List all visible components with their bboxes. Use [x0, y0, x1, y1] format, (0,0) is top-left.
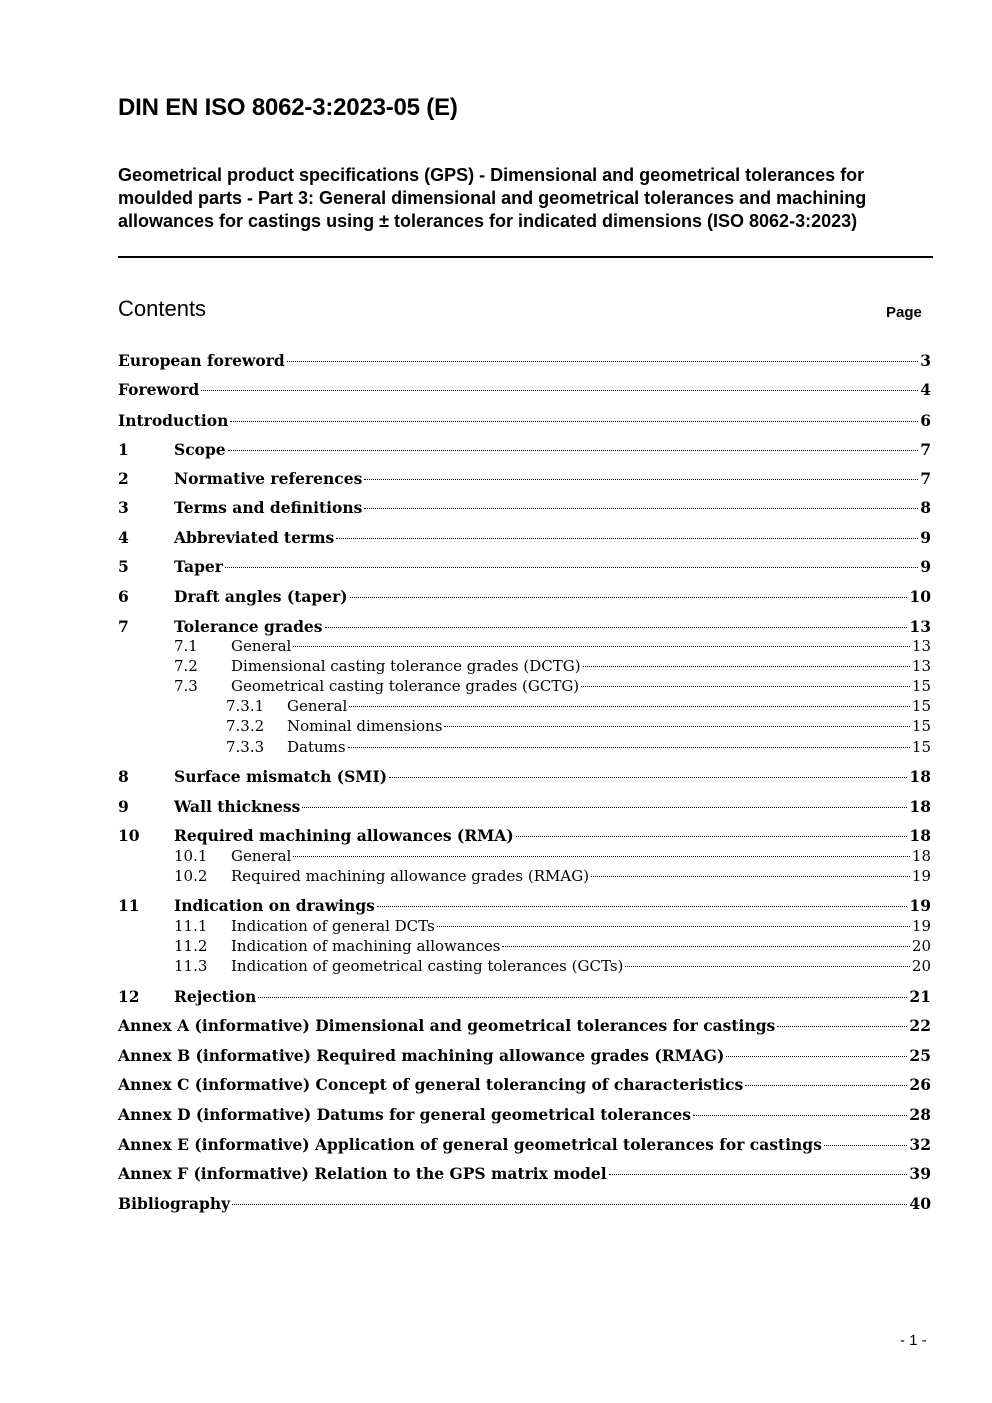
toc-dot-leader	[437, 926, 910, 927]
toc-entry-number: 3	[118, 498, 129, 517]
toc-entry-page: 8	[920, 498, 931, 517]
toc-entry-title: Normative references	[174, 469, 363, 488]
toc-entry-page: 6	[920, 411, 931, 430]
toc-entry-page: 13	[911, 637, 931, 655]
toc-entry-title: Dimensional casting tolerance grades (DCTG)	[231, 657, 581, 675]
toc-entry-title: Required machining allowances (RMA)	[174, 826, 514, 845]
toc-entry-page: 40	[909, 1194, 931, 1213]
toc-entry-page: 39	[909, 1164, 931, 1183]
toc-entry-page: 9	[920, 557, 931, 576]
document-title: DIN EN ISO 8062-3:2023-05 (E)	[118, 94, 458, 121]
toc-entry-page: 26	[909, 1075, 931, 1094]
toc-entry-page: 15	[911, 717, 931, 735]
toc-entry-title: Terms and definitions	[174, 498, 363, 517]
toc-entry[interactable]	[118, 557, 931, 579]
toc-entry[interactable]	[118, 637, 931, 657]
toc-dot-leader	[228, 450, 919, 451]
toc-entry[interactable]	[118, 498, 931, 520]
toc-entry-page: 4	[920, 380, 931, 399]
toc-dot-leader	[325, 627, 908, 628]
toc-entry-page: 15	[911, 738, 931, 756]
toc-entry[interactable]	[118, 738, 931, 758]
toc-entry[interactable]	[118, 697, 931, 717]
toc-dot-leader	[625, 966, 910, 967]
toc-dot-leader	[232, 1204, 907, 1205]
toc-entry-number: 11.3	[174, 957, 208, 975]
toc-dot-leader	[726, 1056, 907, 1057]
toc-entry[interactable]	[118, 896, 931, 918]
toc-entry-page: 13	[911, 657, 931, 675]
toc-entry-number: 7.1	[174, 637, 198, 655]
toc-entry-title: Introduction	[118, 411, 229, 430]
toc-entry-number: 10.1	[174, 847, 208, 865]
toc-dot-leader	[364, 508, 918, 509]
toc-entry-number: 10.2	[174, 867, 208, 885]
toc-entry[interactable]	[118, 677, 931, 697]
toc-entry[interactable]	[118, 657, 931, 677]
toc-entry[interactable]	[118, 587, 931, 609]
toc-entry-page: 19	[911, 917, 931, 935]
toc-dot-leader	[287, 361, 918, 362]
toc-entry[interactable]	[118, 987, 931, 1009]
toc-dot-leader	[348, 747, 910, 748]
toc-entry-title: Indication of geometrical casting tolerances (GCTs)	[231, 957, 624, 975]
toc-entry[interactable]	[118, 469, 931, 491]
toc-entry-number: 8	[118, 767, 129, 786]
toc-entry-title: European foreword	[118, 351, 285, 370]
toc-entry[interactable]	[118, 767, 931, 789]
toc-entry[interactable]	[118, 528, 931, 550]
toc-entry-title: Scope	[174, 440, 226, 459]
toc-dot-leader	[824, 1145, 908, 1146]
toc-dot-leader	[293, 646, 910, 647]
toc-entry-page: 20	[911, 957, 931, 975]
toc-dot-leader	[230, 421, 918, 422]
toc-entry-page: 25	[909, 1046, 931, 1065]
toc-entry-page: 18	[911, 847, 931, 865]
toc-dot-leader	[225, 567, 918, 568]
toc-dot-leader	[777, 1026, 907, 1027]
toc-entry-page: 7	[920, 440, 931, 459]
toc-dot-leader	[258, 997, 907, 998]
toc-entry-title: General	[231, 847, 292, 865]
toc-entry[interactable]	[118, 1105, 931, 1127]
toc-entry-title: Surface mismatch (SMI)	[174, 767, 388, 786]
toc-entry-title: Rejection	[174, 987, 257, 1006]
toc-entry-page: 15	[911, 697, 931, 715]
toc-entry-title: Indication of machining allowances	[231, 937, 501, 955]
toc-entry-page: 10	[909, 587, 931, 606]
toc-entry-title: Wall thickness	[174, 797, 301, 816]
toc-dot-leader	[516, 836, 908, 837]
toc-dot-leader	[444, 726, 910, 727]
toc-entry-title: General	[231, 637, 292, 655]
contents-heading: Contents	[118, 296, 207, 321]
toc-dot-leader	[349, 706, 910, 707]
toc-entry-number: 4	[118, 528, 129, 547]
toc-entry[interactable]	[118, 1075, 931, 1097]
toc-entry-number: 11.1	[174, 917, 208, 935]
toc-entry-title: Annex C (informative) Concept of general tolerancing of characteristics	[118, 1075, 744, 1094]
toc-entry[interactable]	[118, 797, 931, 819]
toc-entry-number: 10	[118, 826, 140, 845]
toc-entry[interactable]	[118, 380, 931, 402]
toc-entry[interactable]	[118, 917, 931, 937]
toc-dot-leader	[502, 946, 909, 947]
page-column-label: Page	[886, 304, 922, 321]
toc-entry-page: 22	[909, 1016, 931, 1035]
toc-entry-page: 28	[909, 1105, 931, 1124]
toc-entry-page: 7	[920, 469, 931, 488]
toc-entry-number: 2	[118, 469, 129, 488]
toc-entry[interactable]	[118, 1194, 931, 1216]
toc-entry[interactable]	[118, 351, 931, 373]
toc-entry-number: 7.3.1	[226, 697, 265, 715]
toc-entry[interactable]	[118, 847, 931, 867]
toc-entry-title: Indication of general DCTs	[231, 917, 435, 935]
toc-entry-title: Required machining allowance grades (RMAG)	[231, 867, 590, 885]
toc-dot-leader	[377, 906, 908, 907]
toc-entry[interactable]	[118, 440, 931, 462]
toc-entry[interactable]	[118, 1164, 931, 1186]
toc-entry-title: Tolerance grades	[174, 617, 323, 636]
toc-entry-number: 7.3	[174, 677, 198, 695]
toc-dot-leader	[745, 1085, 907, 1086]
toc-entry[interactable]	[118, 617, 931, 639]
toc-entry-title: Taper	[174, 557, 223, 576]
toc-entry-page: 18	[909, 767, 931, 786]
toc-dot-leader	[364, 479, 918, 480]
toc-entry-title: General	[287, 697, 348, 715]
toc-entry-page: 18	[909, 826, 931, 845]
toc-entry-number: 5	[118, 557, 129, 576]
toc-entry[interactable]	[118, 1016, 931, 1038]
toc-dot-leader	[581, 686, 910, 687]
toc-entry-number: 11	[118, 896, 140, 915]
toc-entry-title: Bibliography	[118, 1194, 231, 1213]
document-subtitle: Geometrical product specifications (GPS) - Dimensional and geometrical tolerances for moulded parts - Part 3: General dimensional and geometrical tolerances and machining allowances for castings using ± tolerances for indicated dimensions (ISO 8062-3:2023)	[118, 165, 867, 231]
toc-entry[interactable]	[118, 1135, 931, 1157]
toc-dot-leader	[336, 538, 918, 539]
toc-entry-number: 11.2	[174, 937, 208, 955]
toc-entry-page: 19	[911, 867, 931, 885]
toc-entry-page: 20	[911, 937, 931, 955]
toc-dot-leader	[583, 666, 910, 667]
toc-entry[interactable]	[118, 1046, 931, 1068]
toc-entry-title: Abbreviated terms	[174, 528, 335, 547]
toc-entry-title: Annex F (informative) Relation to the GPS matrix model	[118, 1164, 607, 1183]
toc-entry-number: 1	[118, 440, 129, 459]
toc-entry-title: Nominal dimensions	[287, 717, 443, 735]
toc-dot-leader	[302, 807, 907, 808]
toc-entry-number: 7.3.3	[226, 738, 265, 756]
toc-entry-title: Indication on drawings	[174, 896, 375, 915]
toc-entry-page: 3	[920, 351, 931, 370]
toc-dot-leader	[693, 1115, 907, 1116]
toc-entry[interactable]	[118, 826, 931, 848]
toc-entry-title: Foreword	[118, 380, 200, 399]
toc-dot-leader	[591, 876, 910, 877]
toc-entry-title: Annex A (informative) Dimensional and geometrical tolerances for castings	[118, 1016, 776, 1035]
toc-entry[interactable]	[118, 957, 931, 977]
toc-entry-page: 13	[909, 617, 931, 636]
toc-entry-number: 9	[118, 797, 129, 816]
toc-entry-title: Geometrical casting tolerance grades (GCTG)	[231, 677, 580, 695]
toc-entry-title: Datums	[287, 738, 346, 756]
toc-dot-leader	[609, 1174, 908, 1175]
toc-entry[interactable]	[118, 411, 931, 433]
toc-entry-page: 19	[909, 896, 931, 915]
toc-dot-leader	[201, 390, 918, 391]
toc-entry-page: 9	[920, 528, 931, 547]
toc-entry-number: 7.2	[174, 657, 198, 675]
toc-entry[interactable]	[118, 937, 931, 957]
toc-entry-title: Annex B (informative) Required machining allowance grades (RMAG)	[118, 1046, 725, 1065]
toc-entry-page: 21	[909, 987, 931, 1006]
toc-entry-number: 6	[118, 587, 129, 606]
toc-entry-number: 7.3.2	[226, 717, 265, 735]
toc-entry-title: Annex E (informative) Application of general geometrical tolerances for castings	[118, 1135, 822, 1154]
toc-entry-title: Annex D (informative) Datums for general geometrical tolerances	[118, 1105, 692, 1124]
toc-entry-page: 18	[909, 797, 931, 816]
toc-dot-leader	[350, 597, 908, 598]
toc-dot-leader	[389, 777, 907, 778]
toc-entry-page: 15	[911, 677, 931, 695]
toc-entry-page: 32	[909, 1135, 931, 1154]
toc-entry-number: 7	[118, 617, 129, 636]
title-divider	[118, 256, 933, 258]
toc-entry-title: Draft angles (taper)	[174, 587, 348, 606]
toc-dot-leader	[293, 856, 910, 857]
page-number: - 1 -	[900, 1332, 927, 1349]
toc-entry[interactable]	[118, 717, 931, 737]
toc-entry-number: 12	[118, 987, 140, 1006]
toc-entry[interactable]	[118, 867, 931, 887]
